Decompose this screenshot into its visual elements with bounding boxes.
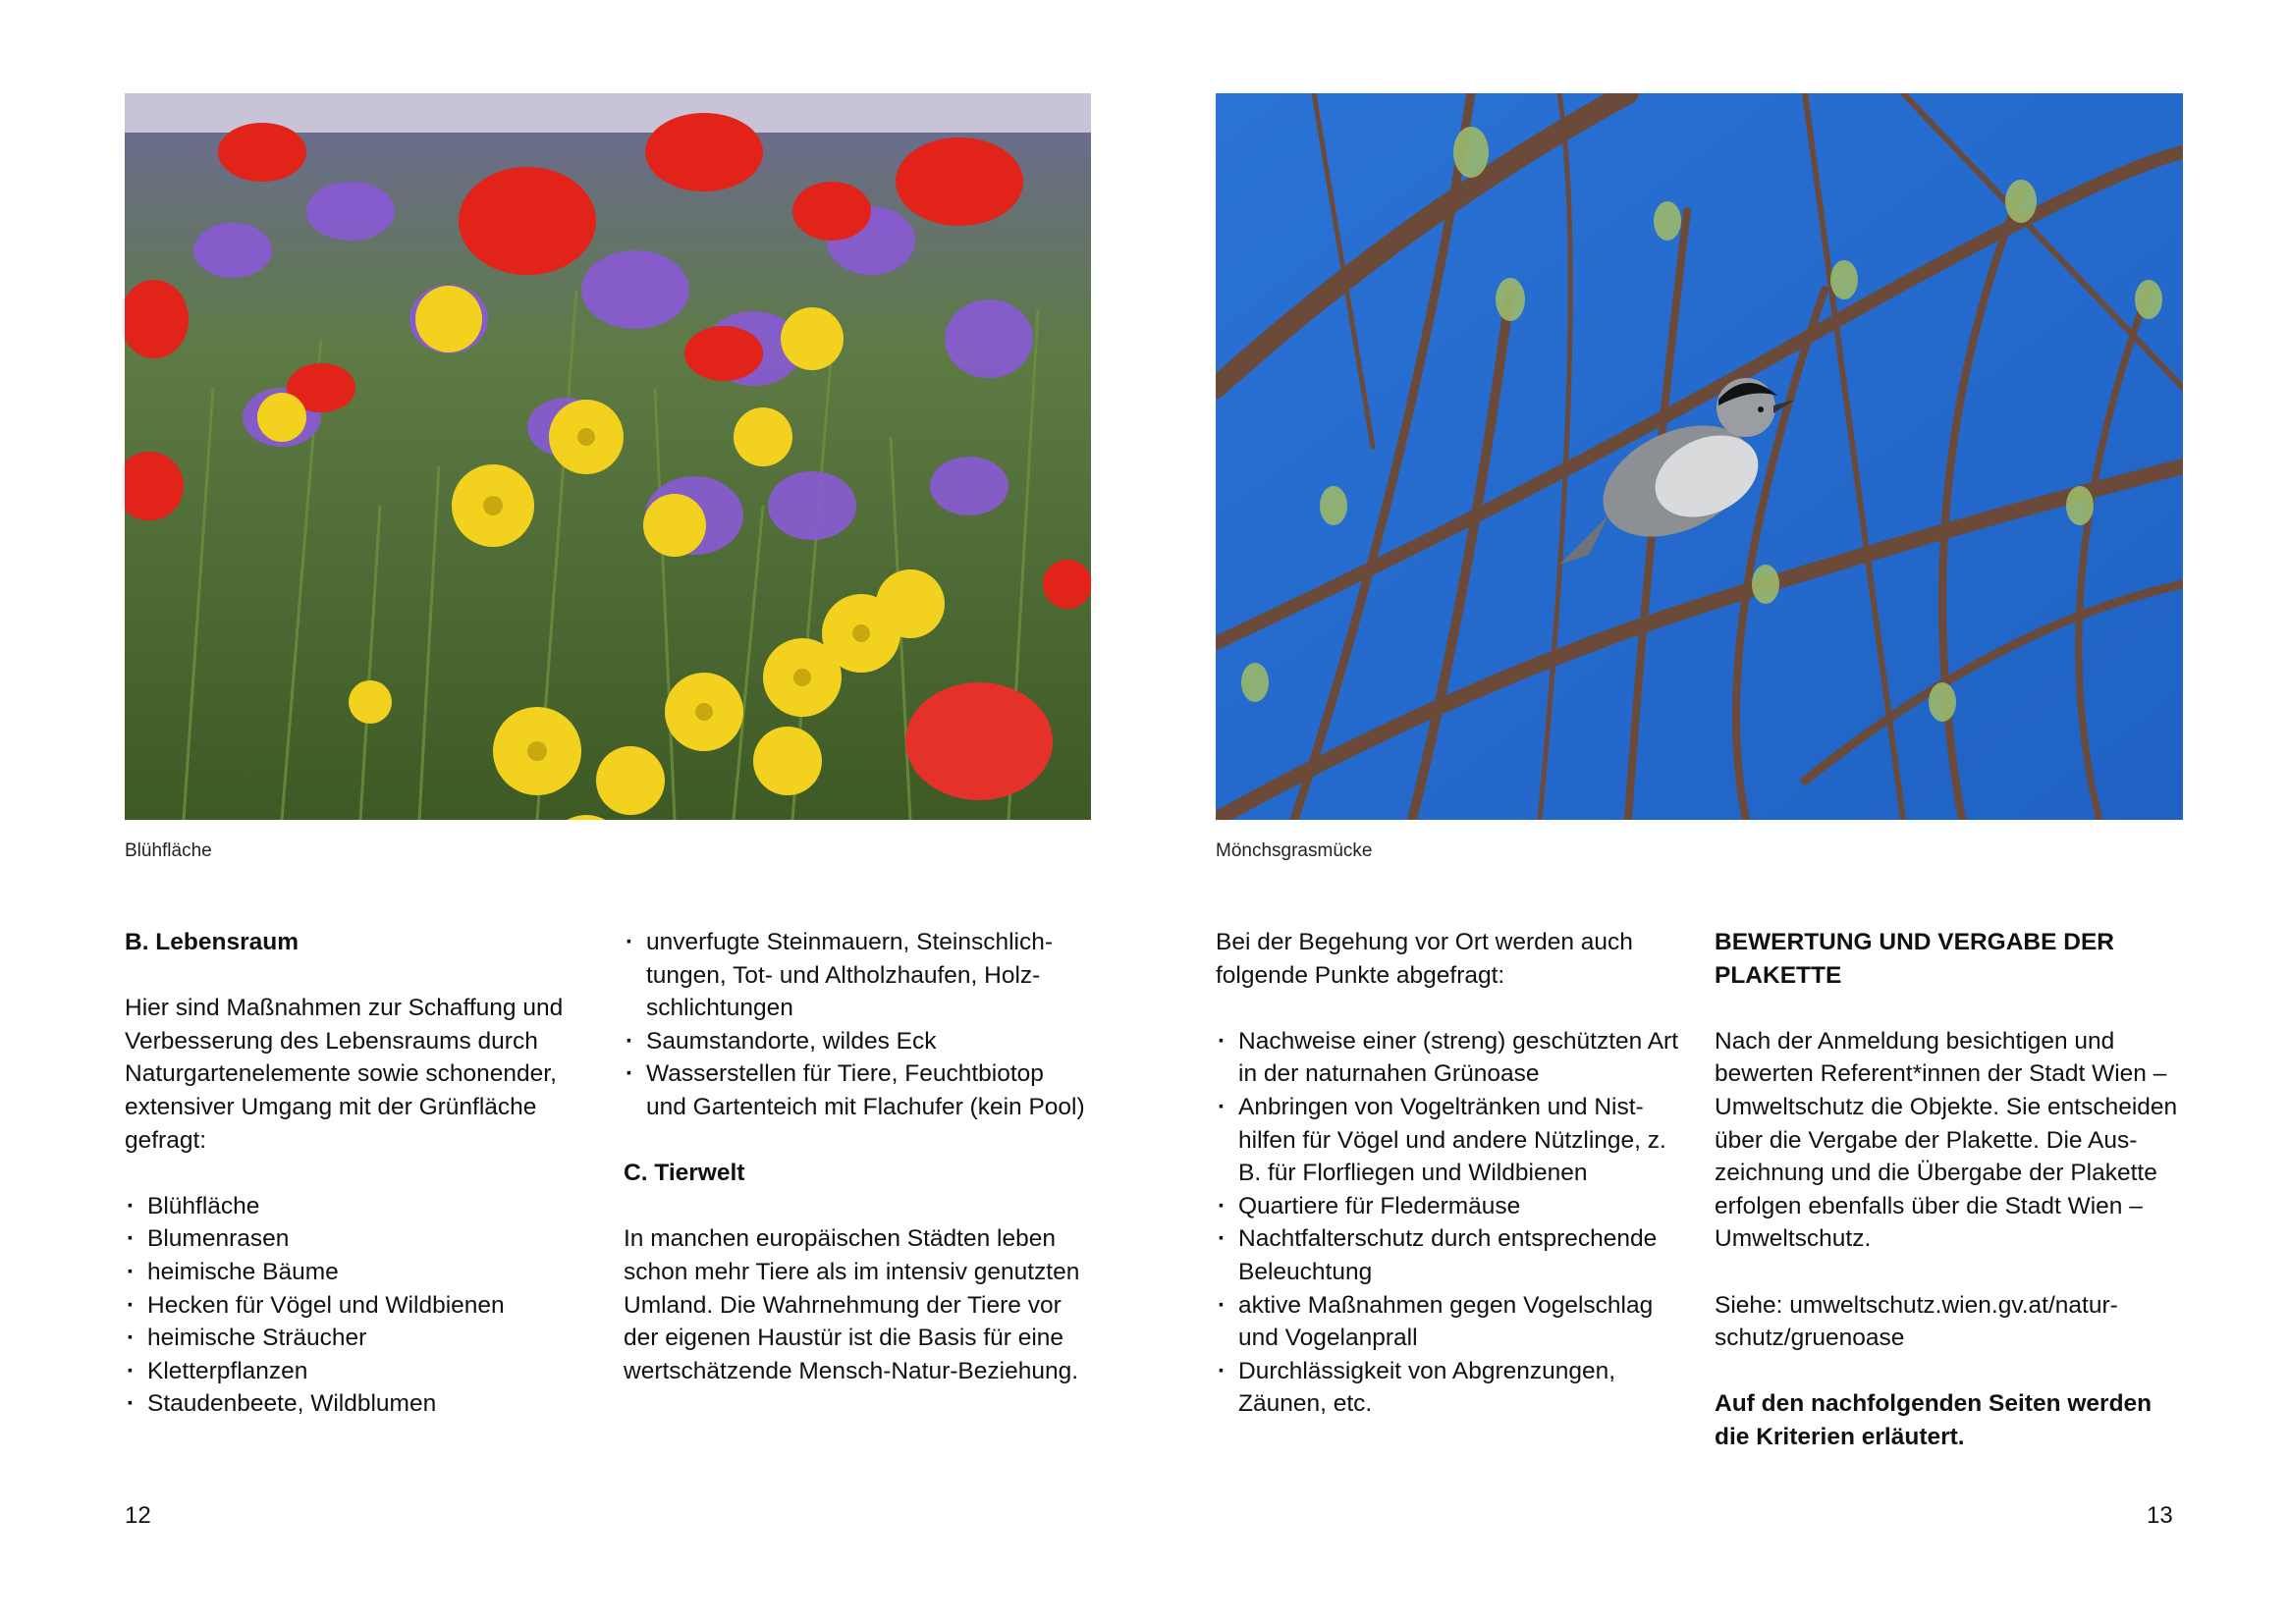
following-pages-note: Auf den nachfolgenden Seiten werden die Kriterien erläutert. <box>1715 1390 2153 1450</box>
list-item: · heimische Sträucher <box>125 1322 591 1355</box>
list-item: · Kletterpflanzen <box>125 1355 591 1388</box>
column-begehung <box>1216 926 1682 1421</box>
list-item: · Saumstandorte, wildes Eck <box>624 1025 1090 1058</box>
lebensraum-intro: Hier sind Maßnahmen zur Schaffung und Verbesserung des Lebensraums durch Naturgartenelemente sowie schonender, extensiver Umgang mit der Grünfläche gefragt: <box>125 995 564 1154</box>
begehung-intro: Bei der Begehung vor Ort werden auch folgende Punkte abgefragt: <box>1216 929 1633 989</box>
list-item: · Wasserstellen für Tiere, Feuchtbiotop und Gartenteich mit Flachufer (kein Pool) <box>624 1057 1090 1123</box>
website-reference: Siehe: umweltschutz.wien.gv.at/natur-schutz/gruenoase <box>1715 1291 2118 1352</box>
bewertung-text: Nach der Anmeldung besichtigen und bewerten Referent*innen der Stadt Wien – Umweltschutz die Objekte. Sie entscheiden über die Vergabe der Plakette. Die Aus-zeichnung und die Übergabe der Plakette erfolgen ebenfalls über die Stadt Wien – Umweltschutz. <box>1715 1027 2178 1253</box>
flower-meadow-photo <box>125 93 1091 820</box>
list-item: · Quartiere für Fledermäuse <box>1216 1190 1682 1223</box>
list-item: · Durchlässigkeit von Abgrenzungen, Zäunen, etc. <box>1216 1355 1682 1421</box>
tierwelt-text: In manchen europäischen Städten leben schon mehr Tiere als im intensiv genutzten Umland. Die Wahrnehmung der Tiere vor der eigenen Haustür ist die Basis für eine wertschätzende Mensch-Natur-Beziehung. <box>624 1225 1080 1384</box>
page-number-left: 12 <box>125 1502 151 1529</box>
list-item: · Staudenbeete, Wildblumen <box>125 1387 591 1421</box>
list-item: · Blumenrasen <box>125 1222 591 1256</box>
section-heading-lebensraum: B. Lebensraum <box>125 929 299 955</box>
section-heading-bewertung: BEWERTUNG UND VERGABE DER PLAKETTE <box>1715 929 2114 989</box>
page-number-right: 13 <box>2147 1502 2173 1529</box>
column-bewertung <box>1715 926 2181 1454</box>
list-item: · unverfugte Steinmauern, Steinschlich-tungen, Tot- und Altholzhaufen, Holz-schlichtungen <box>624 926 1090 1025</box>
blackcap-bird-photo <box>1216 93 2183 820</box>
list-item: · Anbringen von Vogeltränken und Nist-hilfen für Vögel und andere Nützlinge, z. B. für Florfliegen und Wildbienen <box>1216 1091 1682 1190</box>
lebensraum-list-continued <box>624 926 1090 1124</box>
column-lebensraum <box>125 926 591 1421</box>
photo-caption-right: Mönchsgrasmücke <box>1216 840 1373 861</box>
list-item: · aktive Maßnahmen gegen Vogelschlag und Vogelanprall <box>1216 1289 1682 1355</box>
lebensraum-list <box>125 1190 591 1421</box>
list-item: · Hecken für Vögel und Wildbienen <box>125 1289 591 1323</box>
column-tierwelt <box>624 926 1090 1387</box>
list-item: · Nachtfalterschutz durch entsprechende Beleuchtung <box>1216 1222 1682 1288</box>
list-item: · heimische Bäume <box>125 1256 591 1289</box>
photo-caption-left: Blühfläche <box>125 840 212 861</box>
list-item: · Nachweise einer (streng) geschützten Art in der naturnahen Grünoase <box>1216 1025 1682 1091</box>
begehung-list <box>1216 1025 1682 1421</box>
section-heading-tierwelt: C. Tierwelt <box>624 1160 745 1187</box>
list-item: · Blühfläche <box>125 1190 591 1223</box>
